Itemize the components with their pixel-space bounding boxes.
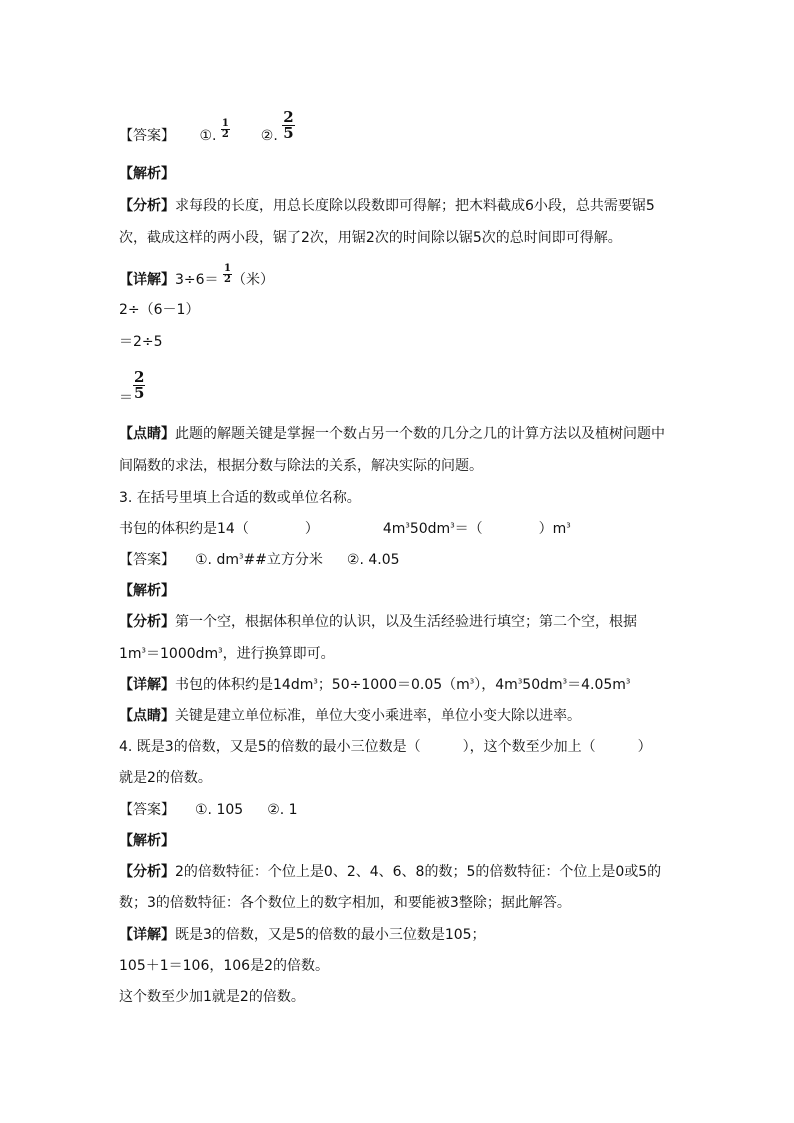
numerator: 2 <box>134 368 145 386</box>
answer-text: ##立方分米 <box>243 552 323 568</box>
fenxi-label: 【分析】 <box>119 864 175 880</box>
q4-title-line1: 4. 既是3的倍数，又是5的倍数的最小三位数是（ ），这个数至少加上（ ） <box>119 739 652 755</box>
superscript: 3 <box>218 646 223 655</box>
q3-fenxi-line2 <box>119 646 335 662</box>
q3-title: 3. 在括号里填上合适的数或单位名称。 <box>119 490 361 506</box>
jiexi-label: 【解析】 <box>119 583 175 599</box>
q4-calc-line3: 这个数至少加1就是2的倍数。 <box>119 989 305 1005</box>
dianjing-label: 【点睛】 <box>119 426 175 442</box>
q2-fenxi-line2: 次，截成这样的两小段，锯了2次，用锯2次的时间除以锯5次的总时间即可得解。 <box>119 230 622 246</box>
denominator: 5 <box>283 123 294 142</box>
xiangjie-fraction <box>223 264 232 285</box>
answer-1 <box>195 552 323 568</box>
superscript: 3 <box>625 677 631 686</box>
q2-dianjing-line2: 间隔数的求法，根据分数与除法的关系，解决实际的问题。 <box>119 458 483 474</box>
q2-answer-line <box>119 107 295 152</box>
q2-xiangjie-line1 <box>119 262 274 288</box>
calc-fraction <box>133 370 145 401</box>
q3-prompt-b <box>383 521 571 537</box>
numerator: 2 <box>283 107 294 126</box>
q4-answer-line <box>119 802 298 818</box>
expr-part: ＝1000dm <box>146 646 219 662</box>
q3-dianjing-line <box>119 708 581 724</box>
expr-part: 4m <box>382 521 406 537</box>
q3-prompt <box>119 521 571 537</box>
superscript: 3 <box>313 677 318 686</box>
expr-part: ＝4.05m <box>567 677 626 693</box>
q4-xiangjie-line1 <box>119 927 486 943</box>
q4-fenxi-line1 <box>119 864 661 880</box>
answer-text: ①. dm <box>195 552 239 568</box>
numerator: 1 <box>221 117 229 129</box>
xiangjie-text: 既是3的倍数，又是5的倍数的最小三位数是105； <box>175 927 486 943</box>
xiangjie-label: 【详解】 <box>119 677 175 693</box>
fenxi-label: 【分析】 <box>119 198 175 214</box>
superscript: 3 <box>517 677 523 686</box>
superscript: 3 <box>562 677 568 686</box>
q2-fenxi-line1 <box>119 198 655 214</box>
q2-dianjing-line1 <box>119 426 665 442</box>
answer-2-prefix: ②. <box>260 128 278 144</box>
expr-part: ，进行换算即可。 <box>222 646 335 662</box>
q3-xiangjie-line <box>119 677 630 693</box>
fenxi-text: 2的倍数特征：个位上是0、2、4、6、8的数；5的倍数特征：个位上是0或5的 <box>175 864 662 880</box>
q4-calc-line2: 105＋1＝106，106是2的倍数。 <box>119 958 329 974</box>
answer-label: 【答案】 <box>119 128 175 144</box>
q3-fenxi-line1 <box>119 614 637 630</box>
denominator: 2 <box>224 273 231 285</box>
expr-part: 书包的体积约是14dm <box>175 677 314 693</box>
jiexi-label: 【解析】 <box>119 166 175 182</box>
fenxi-text: 求每段的长度，用总长度除以段数即可得解；把木料截成6小段，总共需要锯5 <box>175 198 655 214</box>
expr-part: 50dm <box>409 521 451 537</box>
q4-fenxi-line2: 数；3的倍数特征：各个数位上的数字相加，和要能被3整除；据此解答。 <box>119 895 571 911</box>
answer-1: ①. 105 <box>195 802 244 818</box>
q3-prompt-a: 书包的体积约是14（ ） <box>119 521 319 537</box>
dianjing-text: 此题的解题关键是掌握一个数占另一个数的几分之几的计算方法以及植树问题中 <box>175 426 665 442</box>
answer-label: 【答案】 <box>119 802 175 818</box>
superscript: 3 <box>566 521 571 530</box>
q2-calc-line3: ＝2÷5 <box>119 334 163 350</box>
answer-2: ②. 4.05 <box>346 552 400 568</box>
denominator: 2 <box>221 128 229 140</box>
answer-1-prefix: ①. <box>199 128 217 144</box>
q3-answer-line <box>119 552 400 568</box>
q4-title-line2: 就是2的倍数。 <box>119 770 212 786</box>
superscript: 3 <box>141 646 147 655</box>
fenxi-text: 第一个空，根据体积单位的认识，以及生活经验进行填空；第二个空，根据 <box>175 614 637 630</box>
denominator: 5 <box>134 384 145 402</box>
superscript: 3 <box>450 521 455 530</box>
numerator: 1 <box>224 262 231 274</box>
unit-text: （米） <box>231 272 274 288</box>
answer-2-fraction <box>282 107 294 142</box>
expr-part: 1m <box>119 646 142 662</box>
xiangjie-label: 【详解】 <box>119 272 175 288</box>
equals-sign: ＝ <box>119 389 133 406</box>
expr-part: ＝（ ）m <box>454 521 567 537</box>
answer-1-fraction <box>221 119 230 140</box>
q2-calc-line4 <box>119 370 145 406</box>
fenxi-label: 【分析】 <box>119 614 175 630</box>
answer-2: ②. 1 <box>267 802 298 818</box>
expr-part: 50dm <box>522 677 563 693</box>
jiexi-label: 【解析】 <box>119 833 175 849</box>
superscript: 3 <box>469 677 475 686</box>
expr-part: ），4m <box>474 677 518 693</box>
superscript: 3 <box>238 552 244 561</box>
superscript: 3 <box>405 521 410 530</box>
answer-label: 【答案】 <box>119 552 175 568</box>
q2-calc-line2: 2÷（6－1） <box>119 302 200 318</box>
dianjing-label: 【点睛】 <box>119 708 175 724</box>
xiangjie-label: 【详解】 <box>119 927 175 943</box>
dianjing-text: 关键是建立单位标准，单位大变小乘进率，单位小变大除以进率。 <box>175 708 581 724</box>
expr-part: ；50÷1000＝0.05（m <box>317 677 470 693</box>
xiangjie-expr: 3÷6＝ <box>175 272 219 288</box>
